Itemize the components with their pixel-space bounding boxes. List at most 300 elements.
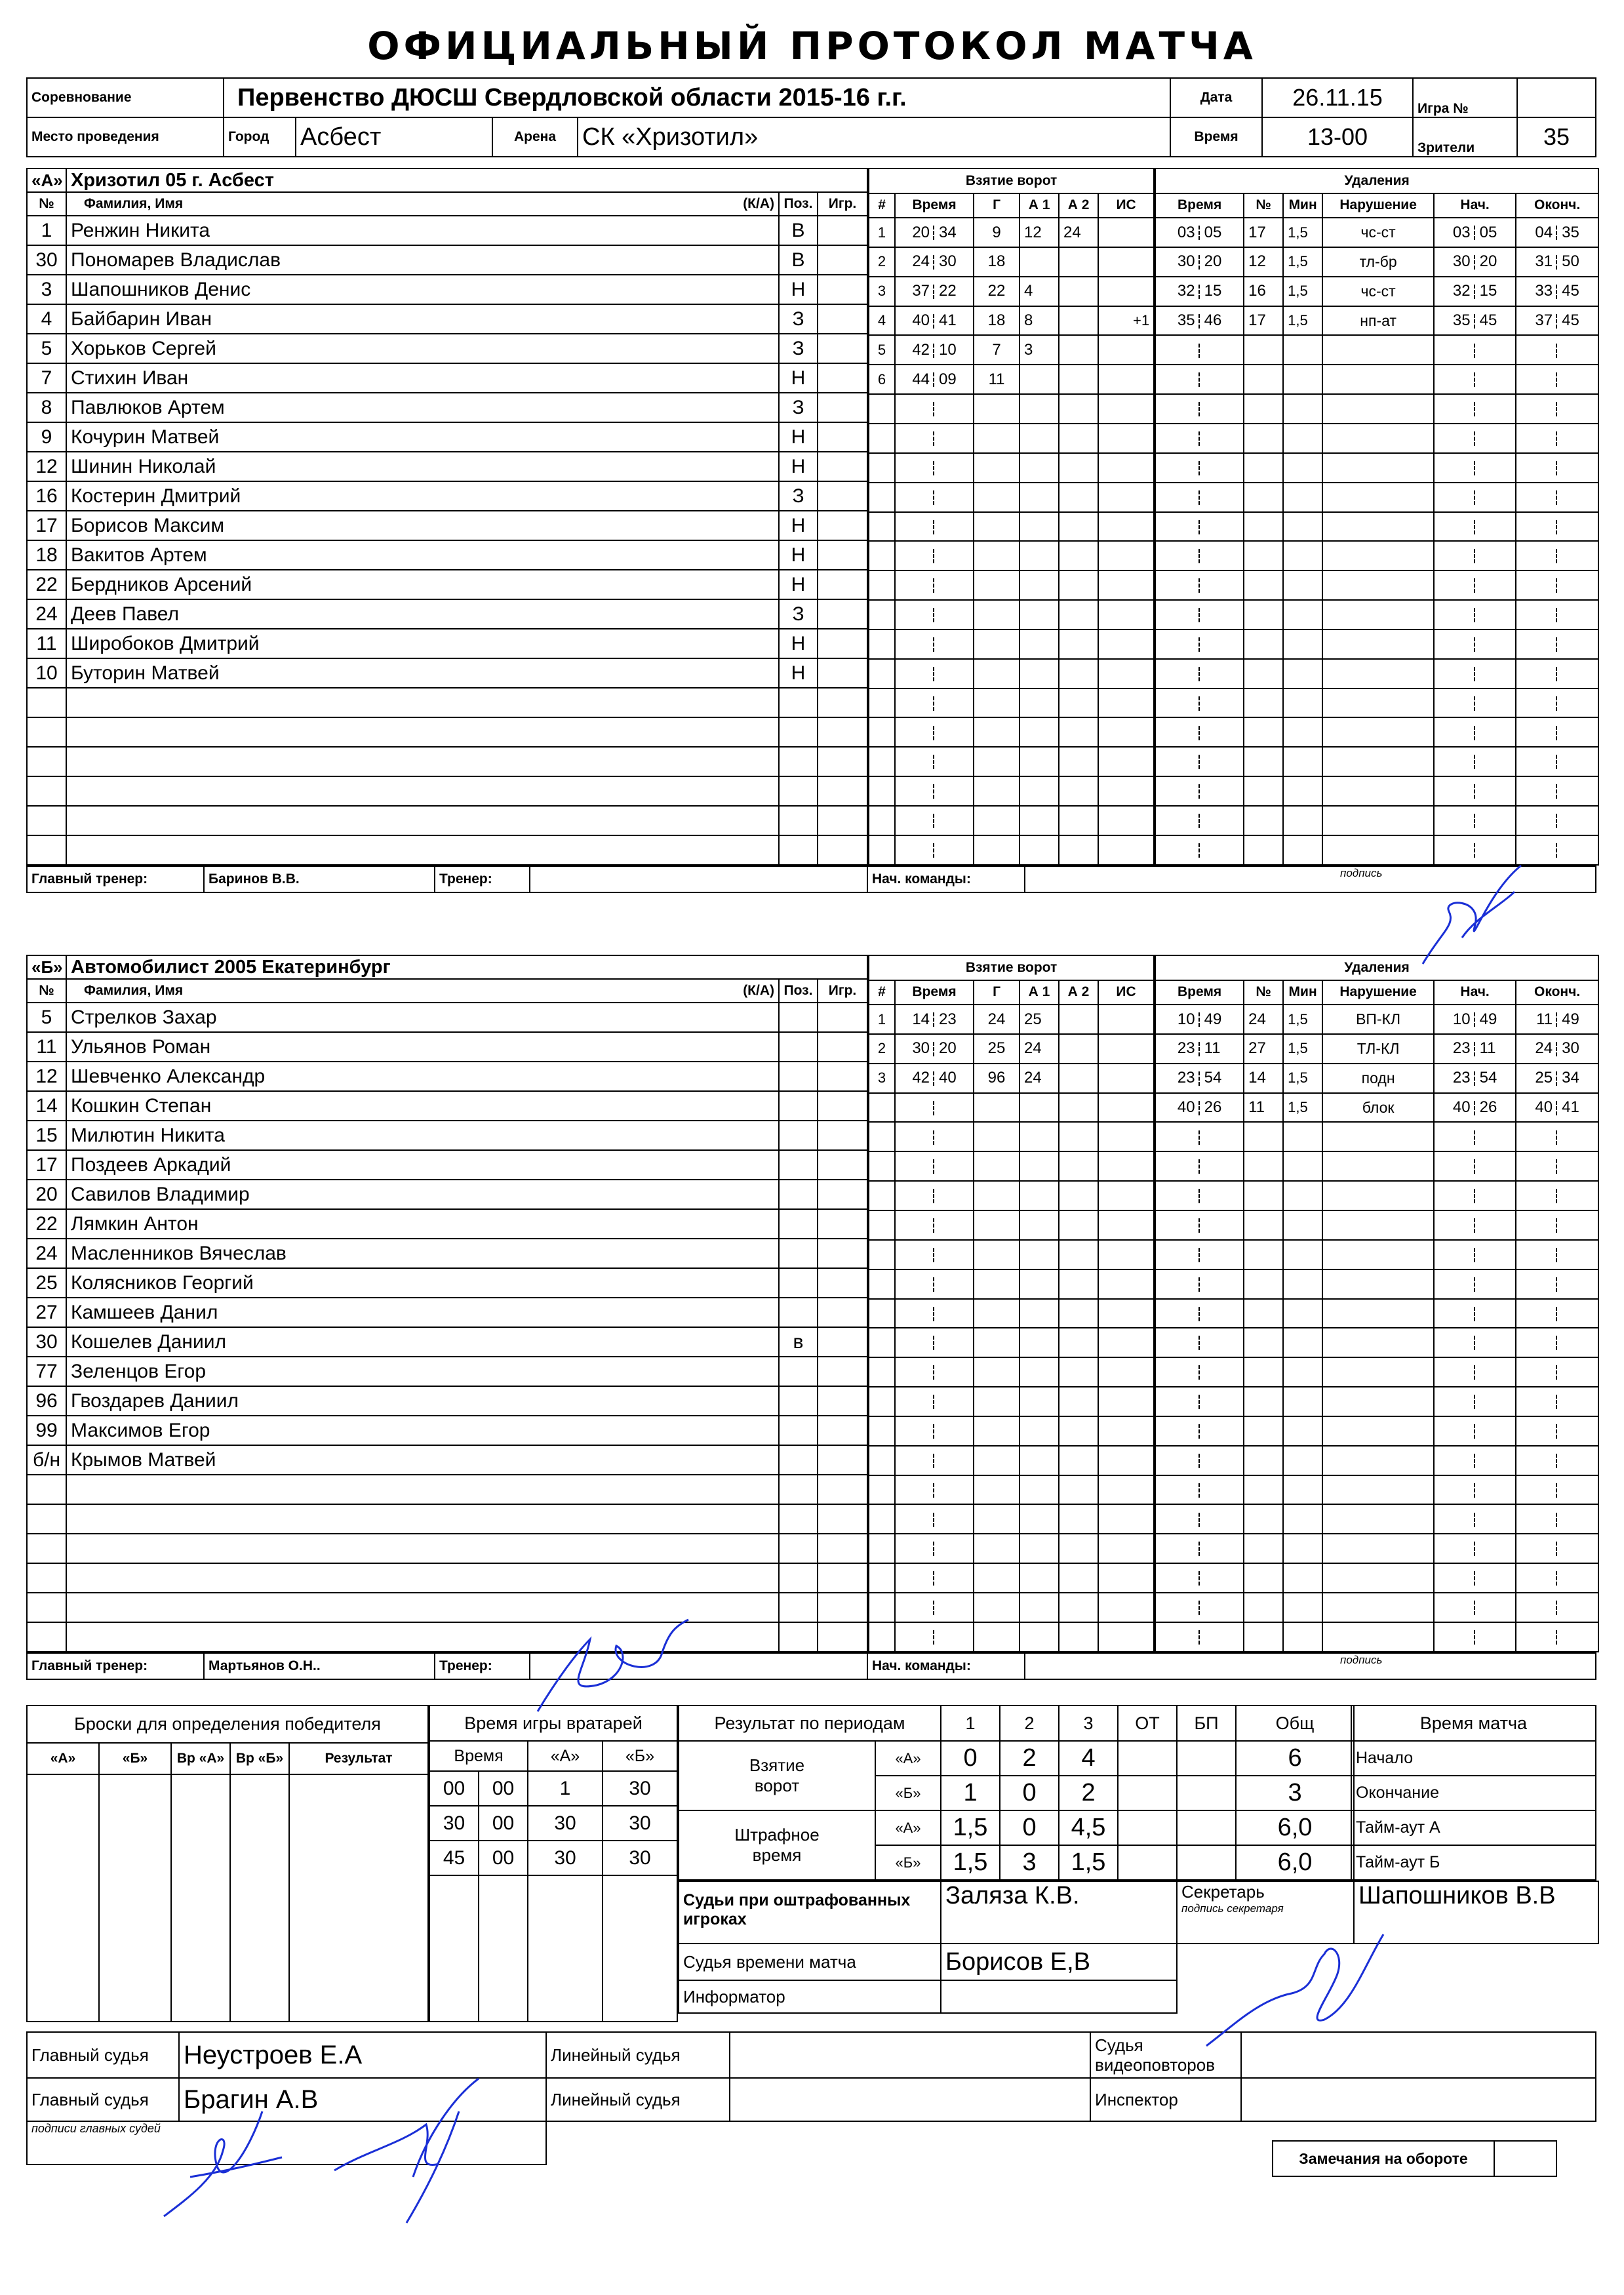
- penalty-time: [1155, 453, 1244, 483]
- player-name: [66, 1563, 779, 1593]
- goalie-time-sec: 00: [479, 1841, 528, 1875]
- player-position: Н: [779, 422, 818, 452]
- time-separator: [1198, 549, 1201, 563]
- informer-label: Информатор: [679, 1980, 941, 2013]
- time-separator: [1556, 1601, 1558, 1615]
- goal-time: [895, 394, 974, 424]
- linesman-2-label: Линейный судья: [546, 2078, 730, 2121]
- shootout-col-result: Результат: [289, 1743, 428, 1774]
- time-separator: [1198, 314, 1201, 329]
- penalty-end-sec: 41: [1562, 1098, 1579, 1117]
- goal-assist-1: [1020, 776, 1059, 806]
- player-name: Гвоздарев Даниил: [66, 1386, 779, 1416]
- penalty-end: [1516, 1563, 1598, 1593]
- goal-assist-1: [1020, 1416, 1059, 1446]
- time-separator: [1474, 226, 1476, 240]
- time-separator: [1198, 1630, 1201, 1645]
- penalty-end: [1516, 806, 1598, 835]
- player-row: [27, 1622, 867, 1652]
- time-separator: [1556, 726, 1558, 740]
- penalty-start: [1434, 1034, 1516, 1064]
- penalty-start-sec: 26: [1479, 1098, 1497, 1117]
- goals-a-total: 6: [1236, 1741, 1354, 1776]
- goal-assist-1: [1020, 247, 1059, 277]
- col-pen-minutes: Мин: [1283, 980, 1322, 1005]
- penalty-violation: [1322, 629, 1434, 659]
- penalty-end: [1516, 1064, 1598, 1093]
- penalty-player: [1244, 629, 1283, 659]
- goal-row: [869, 1093, 1154, 1123]
- goal-assist-2: [1059, 1151, 1098, 1181]
- goal-time: [895, 747, 974, 776]
- goal-situation: [1098, 747, 1154, 776]
- penalty-minutes: [1283, 806, 1322, 835]
- time-separator: [1556, 1365, 1558, 1380]
- time-separator: [933, 1630, 936, 1645]
- penalty-start: [1434, 1269, 1516, 1299]
- goal-time-sec: 34: [939, 223, 957, 241]
- player-played: [818, 245, 867, 275]
- time-separator: [933, 1365, 936, 1380]
- goal-situation: [1098, 1122, 1154, 1151]
- team-b-staff: [26, 1652, 1596, 1680]
- penalty-start-sec: 11: [1479, 1039, 1496, 1058]
- penalty-player: [1244, 1151, 1283, 1181]
- player-number: 30: [27, 1327, 66, 1357]
- linesman-1-label: Линейный судья: [546, 2032, 730, 2078]
- penalty-minutes: [1283, 659, 1322, 688]
- timeout-a-label: Тайм-аут А: [1351, 1810, 1596, 1845]
- goal-scorer: [974, 835, 1020, 865]
- goal-scorer: 96: [974, 1064, 1020, 1093]
- match-time-title: Время матча: [1351, 1706, 1596, 1741]
- player-name: Костерин Дмитрий: [66, 481, 779, 511]
- time-separator: [1556, 1307, 1558, 1321]
- goal-time: [895, 512, 974, 542]
- goal-row: [869, 688, 1154, 718]
- time-separator: [1474, 1101, 1476, 1115]
- time-separator: [933, 578, 936, 593]
- goalie-b: 30: [603, 1841, 677, 1875]
- goal-assist-1: [1020, 1446, 1059, 1475]
- penalty-time-sec: 49: [1204, 1010, 1222, 1028]
- penalty-end: [1516, 688, 1598, 718]
- time-separator: [1474, 578, 1476, 593]
- goals-title-b: Взятие ворот: [869, 955, 1154, 980]
- team-b-goals: [868, 955, 1155, 1652]
- penalty-violation: [1322, 570, 1434, 600]
- penalty-time: [1155, 306, 1244, 336]
- goal-scorer: [974, 512, 1020, 542]
- venue-label: Место проведения: [27, 117, 224, 157]
- time-separator: [1474, 1159, 1476, 1174]
- goal-time: [895, 218, 974, 247]
- goal-situation: [1098, 1269, 1154, 1299]
- time-separator: [1556, 1513, 1558, 1527]
- penalty-time: [1155, 806, 1244, 835]
- penalty-row: [1155, 483, 1598, 512]
- goal-index: [869, 1240, 895, 1269]
- time-separator: [1198, 1601, 1201, 1615]
- goal-time: [895, 570, 974, 600]
- shootout-col-gk-a: Вр «А»: [171, 1743, 230, 1774]
- goal-assist-2: [1059, 512, 1098, 542]
- penalty-violation: [1322, 1299, 1434, 1328]
- penalty-player: [1244, 1563, 1283, 1593]
- goal-time: [895, 1181, 974, 1210]
- goal-time-sec: 20: [939, 1039, 957, 1058]
- goal-row: [869, 1357, 1154, 1387]
- penalty-start-min: 30: [1452, 252, 1471, 271]
- goal-index: [869, 776, 895, 806]
- penalty-start: [1434, 1122, 1516, 1151]
- goal-situation: [1098, 218, 1154, 247]
- time-separator: [933, 696, 936, 711]
- player-played: [818, 304, 867, 334]
- player-row: [27, 1268, 867, 1298]
- goal-assist-1: [1020, 1622, 1059, 1652]
- penalty-judges: Заляза К.В.: [941, 1881, 1177, 1944]
- team-a-coach-label: Главный тренер:: [27, 866, 204, 892]
- penalties-title-a: Удаления: [1155, 169, 1598, 193]
- penalty-start-min: 23: [1452, 1039, 1471, 1058]
- goal-assist-1: [1020, 1181, 1059, 1210]
- pen-a-p3: 4,5: [1059, 1810, 1118, 1845]
- penalty-minutes: [1283, 1299, 1322, 1328]
- goal-row: [869, 776, 1154, 806]
- team-a-name: Хризотил 05 г. Асбест: [66, 169, 867, 192]
- date-label: Дата: [1170, 78, 1262, 117]
- goal-time: [895, 365, 974, 394]
- penalty-row: [1155, 629, 1598, 659]
- penalty-start: [1434, 806, 1516, 835]
- match-header: [26, 77, 1596, 157]
- goal-row: [869, 747, 1154, 776]
- goal-situation: [1098, 277, 1154, 306]
- goal-time: [895, 1593, 974, 1622]
- player-played: [818, 540, 867, 570]
- time-separator: [933, 1601, 936, 1615]
- player-row: [27, 481, 867, 511]
- goal-assist-2: [1059, 1475, 1098, 1505]
- time-separator: [1556, 255, 1558, 269]
- goal-row: [869, 570, 1154, 600]
- player-name: Кошкин Степан: [66, 1091, 779, 1121]
- goal-time: [895, 277, 974, 306]
- penalty-start: [1434, 1005, 1516, 1034]
- time-separator: [1474, 637, 1476, 652]
- penalty-player: 27: [1244, 1034, 1283, 1064]
- col-assist-2: А 2: [1059, 193, 1098, 218]
- penalty-minutes: [1283, 483, 1322, 512]
- match-time-table: [1351, 1705, 1596, 1881]
- penalty-row: [1155, 600, 1598, 629]
- player-name: Ульянов Роман: [66, 1032, 779, 1062]
- goal-index: [869, 806, 895, 835]
- goal-row: [869, 335, 1154, 365]
- goal-situation: [1098, 1005, 1154, 1034]
- goals-a-ot: [1118, 1741, 1177, 1776]
- time-separator: [933, 667, 936, 681]
- goal-scorer: [974, 424, 1020, 453]
- goal-row: [869, 1475, 1154, 1505]
- goal-time: [895, 247, 974, 277]
- pen-b-ot: [1118, 1845, 1177, 1880]
- time-separator: [1198, 461, 1201, 475]
- time-separator: [1474, 1395, 1476, 1409]
- penalty-time-sec: 11: [1204, 1039, 1221, 1058]
- penalty-row: [1155, 541, 1598, 570]
- penalty-minutes: [1283, 1563, 1322, 1593]
- goalies-title: Время игры вратарей: [429, 1706, 677, 1741]
- referee-1: Неустроев Е.А: [179, 2032, 546, 2078]
- penalty-time: [1155, 1240, 1244, 1269]
- goal-row: [869, 1064, 1154, 1093]
- player-name: [66, 1534, 779, 1563]
- player-name: Хорьков Сергей: [66, 334, 779, 363]
- pen-b-p1: 1,5: [941, 1845, 1000, 1880]
- penalty-player: 17: [1244, 218, 1283, 247]
- goal-assist-2: [1059, 306, 1098, 336]
- time-separator: [1474, 549, 1476, 563]
- penalty-start: [1434, 1357, 1516, 1387]
- goal-row: [869, 1122, 1154, 1151]
- goal-situation: [1098, 1563, 1154, 1593]
- player-played: [818, 481, 867, 511]
- player-row: [27, 1091, 867, 1121]
- col-goal-index: #: [869, 980, 895, 1005]
- goal-scorer: [974, 1534, 1020, 1563]
- goal-index: [869, 1563, 895, 1593]
- goal-time: [895, 1387, 974, 1416]
- penalty-minutes: [1283, 1622, 1322, 1652]
- player-played: [818, 1475, 867, 1504]
- penalty-end: [1516, 1240, 1598, 1269]
- goal-index: [869, 483, 895, 512]
- penalty-judges-label: Судьи при оштрафованных игроках: [679, 1881, 941, 1944]
- goal-assist-2: [1059, 1416, 1098, 1446]
- secretary-name: Шапошников В.В: [1354, 1881, 1598, 1944]
- goal-time: [895, 835, 974, 865]
- time-separator: [1198, 1101, 1201, 1115]
- penalty-start: [1434, 541, 1516, 570]
- goal-assist-1: [1020, 365, 1059, 394]
- penalty-row: [1155, 1622, 1598, 1652]
- penalty-start-sec: 20: [1479, 252, 1497, 271]
- penalty-minutes: [1283, 424, 1322, 453]
- team-b-trainer-label: Тренер:: [435, 1653, 530, 1679]
- penalty-end: [1516, 629, 1598, 659]
- player-row: [27, 1003, 867, 1032]
- player-played: [818, 629, 867, 658]
- penalty-start: [1434, 335, 1516, 365]
- goal-index: 1: [869, 218, 895, 247]
- goal-scorer: [974, 1563, 1020, 1593]
- time-separator: [1198, 1483, 1201, 1498]
- time-separator: [1474, 696, 1476, 711]
- game-number-label: Игра №: [1413, 78, 1517, 117]
- goal-assist-2: [1059, 1210, 1098, 1240]
- time-separator: [933, 1571, 936, 1586]
- player-played: [818, 452, 867, 481]
- time-separator: [1198, 285, 1201, 299]
- goal-assist-2: [1059, 424, 1098, 453]
- penalty-violation: [1322, 1387, 1434, 1416]
- goal-assist-1: [1020, 570, 1059, 600]
- player-played: [818, 1298, 867, 1327]
- penalty-row: [1155, 306, 1598, 336]
- penalty-minutes: [1283, 1446, 1322, 1475]
- player-position: З: [779, 599, 818, 629]
- goal-assist-2: [1059, 1064, 1098, 1093]
- player-number: 14: [27, 1091, 66, 1121]
- player-played: [818, 1032, 867, 1062]
- penalty-time: [1155, 1181, 1244, 1210]
- time-separator: [1198, 755, 1201, 769]
- time-separator: [1474, 285, 1476, 299]
- time-separator: [1474, 1630, 1476, 1645]
- penalty-minutes: [1283, 1357, 1322, 1387]
- penalty-violation: тл-бр: [1322, 247, 1434, 277]
- penalty-time: [1155, 1563, 1244, 1593]
- goal-assist-2: [1059, 717, 1098, 747]
- player-position: [779, 717, 818, 747]
- penalty-time: [1155, 365, 1244, 394]
- penalty-end: [1516, 1328, 1598, 1357]
- penalty-violation: [1322, 453, 1434, 483]
- penalty-player: 12: [1244, 247, 1283, 277]
- goal-index: [869, 541, 895, 570]
- penalty-time: [1155, 335, 1244, 365]
- time-separator: [1198, 843, 1201, 858]
- goal-situation: [1098, 1181, 1154, 1210]
- penalty-start: [1434, 1299, 1516, 1328]
- penalty-start: [1434, 394, 1516, 424]
- penalty-player: [1244, 747, 1283, 776]
- player-name: Вакитов Артем: [66, 540, 779, 570]
- penalty-end-sec: 30: [1562, 1039, 1579, 1058]
- player-row: [27, 1475, 867, 1504]
- goal-index: [869, 688, 895, 718]
- player-position: [779, 1475, 818, 1504]
- time-separator: [1474, 608, 1476, 622]
- shootout-col-a: «А»: [27, 1743, 99, 1774]
- player-played: [818, 1091, 867, 1121]
- player-row: [27, 540, 867, 570]
- penalty-end: [1516, 835, 1598, 865]
- team-a-sign-label: подпись: [1025, 866, 1596, 892]
- goal-time: [895, 541, 974, 570]
- goal-index: [869, 1181, 895, 1210]
- penalty-end-min: 40: [1535, 1098, 1553, 1117]
- time-separator: [1556, 1630, 1558, 1645]
- player-position: [779, 1091, 818, 1121]
- goal-assist-2: [1059, 277, 1098, 306]
- player-number: 8: [27, 393, 66, 422]
- goal-scorer: [974, 776, 1020, 806]
- time-separator: [933, 1336, 936, 1350]
- periods-title: Результат по периодам: [679, 1706, 941, 1741]
- goal-situation: [1098, 1151, 1154, 1181]
- player-position: [779, 776, 818, 806]
- goal-situation: [1098, 1093, 1154, 1123]
- competition-name: Первенство ДЮСШ Свердловской области 2015-16 г.г.: [224, 78, 1170, 117]
- penalty-violation: [1322, 1240, 1434, 1269]
- pen-b-p3: 1,5: [1059, 1845, 1118, 1880]
- penalty-minutes: [1283, 1269, 1322, 1299]
- time-separator: [1474, 1218, 1476, 1233]
- player-name: Бердников Арсений: [66, 570, 779, 599]
- penalty-minutes: [1283, 512, 1322, 542]
- time-separator: [1198, 1218, 1201, 1233]
- time-separator: [1556, 843, 1558, 858]
- player-position: В: [779, 216, 818, 245]
- time-separator: [1474, 1601, 1476, 1615]
- time-separator: [1198, 372, 1201, 387]
- penalty-row: [1155, 776, 1598, 806]
- goal-row: [869, 600, 1154, 629]
- time-separator: [1556, 1277, 1558, 1292]
- player-row: [27, 363, 867, 393]
- player-played: [818, 1121, 867, 1150]
- team-b-penalties: [1155, 955, 1599, 1652]
- player-row: [27, 1150, 867, 1180]
- time-separator: [1198, 814, 1201, 828]
- penalty-player: [1244, 1504, 1283, 1534]
- penalty-time: [1155, 629, 1244, 659]
- goal-index: 3: [869, 277, 895, 306]
- player-played: [818, 599, 867, 629]
- goal-time: [895, 1534, 974, 1563]
- player-played: [818, 688, 867, 717]
- time-separator: [1556, 226, 1558, 240]
- goal-assist-2: [1059, 1034, 1098, 1064]
- pen-a-total: 6,0: [1236, 1810, 1354, 1845]
- penalty-player: [1244, 541, 1283, 570]
- pen-a-ot: [1118, 1810, 1177, 1845]
- player-position: [779, 1062, 818, 1091]
- player-position: З: [779, 334, 818, 363]
- penalty-end: [1516, 1622, 1598, 1652]
- time-separator: [1198, 490, 1201, 505]
- penalty-player: [1244, 600, 1283, 629]
- goal-assist-1: [1020, 1093, 1059, 1123]
- goal-assist-1: [1020, 629, 1059, 659]
- goal-index: [869, 1151, 895, 1181]
- goal-row: [869, 1151, 1154, 1181]
- goal-assist-1: [1020, 1299, 1059, 1328]
- player-row: [27, 747, 867, 776]
- player-number: 4: [27, 304, 66, 334]
- player-played: [818, 511, 867, 540]
- player-name: Масленников Вячеслав: [66, 1239, 779, 1268]
- goal-scorer: 24: [974, 1005, 1020, 1034]
- goal-assist-1: [1020, 1563, 1059, 1593]
- goal-assist-1: [1020, 483, 1059, 512]
- penalty-player: [1244, 1446, 1283, 1475]
- penalty-end: [1516, 717, 1598, 747]
- player-row: [27, 658, 867, 688]
- goal-scorer: [974, 629, 1020, 659]
- goal-assist-1: [1020, 1210, 1059, 1240]
- penalty-start-sec: 45: [1479, 311, 1497, 330]
- team-a-coach: Баринов В.В.: [204, 866, 435, 892]
- time-separator: [1198, 1042, 1201, 1056]
- penalty-end: [1516, 1151, 1598, 1181]
- goals-b-so: [1177, 1776, 1236, 1810]
- goal-scorer: [974, 688, 1020, 718]
- penalty-minutes: 1,5: [1283, 1064, 1322, 1093]
